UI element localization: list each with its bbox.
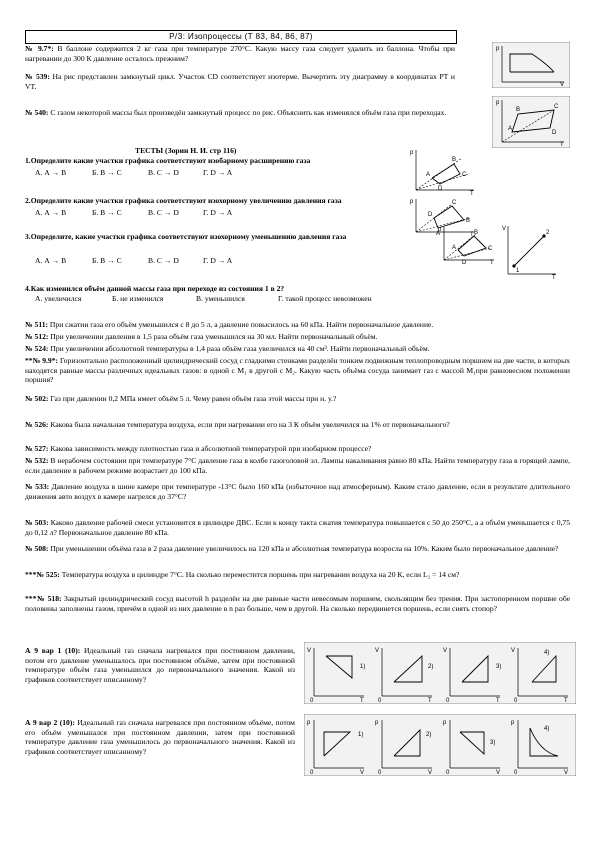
point-c-label: C xyxy=(554,104,559,110)
axis-t-label: T xyxy=(470,191,474,196)
problem-number: № 533: xyxy=(25,482,50,491)
graphs-var2 xyxy=(304,714,576,776)
axis-p-label: p xyxy=(438,227,442,233)
graph-number-1: 1) xyxy=(360,664,366,670)
answer-option: А. А → В xyxy=(35,256,67,265)
axis-t-label: T xyxy=(360,698,364,704)
problem-532 xyxy=(25,456,570,475)
answer-option: В. С → D xyxy=(148,256,179,265)
problem-number: № 540: xyxy=(25,108,49,117)
problem-number: № 9.7*: xyxy=(25,44,54,53)
axis-v-label: V xyxy=(560,82,565,88)
task-text: Идеальный газ сначала нагревался при постоянном объёме, потом его объём уменьшался при постоянном давлении, затем при постоянной температуре давление газа уменьшилось до первоначального значения. Какой из графиков соответствует описанному? xyxy=(25,718,295,756)
origin-label: 0 xyxy=(446,698,450,704)
problem-9-7 xyxy=(25,44,455,63)
answer-option: А. увеличился xyxy=(35,294,82,303)
problem-text: При увеличении абсолютной температуры в 1,4 раза объём газа увеличился на 40 см³. Найти первоначальный объём. xyxy=(48,344,430,353)
problem-text: В баллоне содержится 2 кг газа при температуре 270°С. Какую массу газа следует удалить из баллона. Чтобы при нагревании до 300 К давление осталось прежним? xyxy=(25,44,455,63)
graph-number-4: 4) xyxy=(544,726,550,732)
problem-text: Давление воздуха в шине камере при температуре -13°С было 160 кПа (избыточное над атмосферным). Каким стало давление, если в результате длительного движения авто воздух в камере нагрелся до 37°С? xyxy=(25,482,571,501)
point-d-label: D xyxy=(438,186,443,192)
answer-option: А. А → В xyxy=(35,168,67,177)
origin-label: 0 xyxy=(514,698,518,704)
axis-p-label: p xyxy=(443,720,447,726)
page-title: Р/З: Изопроцессы (Т 83, 84, 86, 87) xyxy=(25,30,457,44)
answer-option: Г. D → A xyxy=(203,208,233,217)
point-a-label: A xyxy=(452,245,457,251)
axis-v-label: V xyxy=(375,648,380,654)
problem-text: Какова зависимость между плотностью газа и абсолютной температурой при изобарном процессе? xyxy=(48,444,372,453)
axis-t-label: T xyxy=(428,698,432,704)
problem-533 xyxy=(25,482,570,501)
problem-518 xyxy=(25,594,570,613)
test-question-4: 4.Как изменился объём данной массы газа при переходе из состояния 1 в 2? xyxy=(25,284,285,293)
axis-t-label: T xyxy=(490,260,494,264)
problem-511 xyxy=(25,320,570,330)
origin-label: 0 xyxy=(310,770,314,776)
origin-label: 0 xyxy=(446,770,450,776)
axis-p-label: p xyxy=(496,46,500,52)
axis-p-label: p xyxy=(410,150,414,156)
problem-527 xyxy=(25,444,570,454)
axis-p-label: p xyxy=(410,199,414,205)
problem-503 xyxy=(25,518,570,537)
point-d-label: D xyxy=(552,130,557,136)
task-heading: А 9 вар 2 (10): xyxy=(25,718,75,727)
graph-number-1: 1) xyxy=(358,732,364,738)
answer-option: Г. такой процесс невозможен xyxy=(278,294,372,303)
axis-v-label: V xyxy=(443,648,448,654)
axis-t-label: T xyxy=(470,232,474,236)
problem-539 xyxy=(25,72,455,91)
point-c-label: C xyxy=(452,200,457,206)
point-b-label: B xyxy=(474,230,479,236)
problem-number: ***№ 525: xyxy=(25,570,60,579)
answer-option: В. уменьшился xyxy=(196,294,245,303)
graph-number-2: 2) xyxy=(428,664,434,670)
graph-number-2: 2) xyxy=(426,732,432,738)
problem-text: Горизонтально расположенный цилиндрический сосуд с гладкими стенками разделён тонким подвижным теплопроводным поршнем на две части, в которых находятся равные массы различных идеальных газов: в одной с М₁ в другой с М₂. Какую часть объёма сосуда занимает газ с массой М₁при равновесном положении поршня? xyxy=(25,356,570,385)
problem-text: Закрытый цилиндрический сосуд высотой h разделён на две равные части невесомым поршнем, скользящим без трения. При застопоренном поршне обе половины заполнены газом, причём в одной из них давление в n раз больше, чем в другой. На сколько передвинется поршень, если снять стопор? xyxy=(25,594,570,613)
answer-option: Б. В → С xyxy=(92,168,122,177)
problem-512 xyxy=(25,332,570,342)
problem-text: В нерабочем состоянии при температуре 7°С давление газа в колбе газоголовой эл. Лампы накаливания равно 80 кПа. Найти температуру газа в горящей лампе, если давление в рабочем режиме возрастает до 100 кПа. xyxy=(25,456,571,475)
problem-9-9 xyxy=(25,356,570,385)
problem-number: № 532: xyxy=(25,456,49,465)
answer-option: В. С → D xyxy=(148,168,179,177)
origin-label: 0 xyxy=(310,698,314,704)
test-question-2: 2.Определите какие участки графика соответствуют изохорному увеличению давления газа xyxy=(25,196,342,205)
problem-526 xyxy=(25,420,570,430)
problem-text: Газ при давлении 0,2 МПа имеет объём 5 л. Чему равен объём газа этой массы при н. у.? xyxy=(48,394,337,403)
point-a-label: A xyxy=(436,231,441,236)
axis-v-label: V xyxy=(360,770,365,776)
axis-p-label: p xyxy=(511,720,515,726)
state-2-label: 2 xyxy=(546,230,550,236)
point-d-label: D xyxy=(428,212,433,218)
problem-number: № 502: xyxy=(25,394,49,403)
problem-540 xyxy=(25,108,455,118)
figure-test-4 xyxy=(500,222,560,280)
point-b-label: B xyxy=(516,107,521,113)
axis-p-label: p xyxy=(496,100,500,106)
problem-text: Какова была начальная температура воздуха, если при нагревании его на 3 К объём увеличился на 1% от первоначального? xyxy=(48,420,450,429)
figure-test-3 xyxy=(436,224,498,264)
origin-label: 0 xyxy=(514,770,518,776)
axis-p-label: p xyxy=(375,720,379,726)
answer-option: А. А → В xyxy=(35,208,67,217)
test-question-3: 3.Определите, какие участки графика соответствуют изохорному уменьшению давления газа xyxy=(25,232,347,241)
problem-number: № 508: xyxy=(25,544,49,553)
problem-text: Температура воздуха в цилиндре 7°С. На сколько переместится поршень при нагревании воздуха на 20 К, если L₂ = 14 см? xyxy=(59,570,460,579)
axis-t-label: T xyxy=(552,275,556,280)
problem-525 xyxy=(25,570,570,580)
axis-t-label: T xyxy=(564,698,568,704)
problem-number: № 524: xyxy=(25,344,49,353)
task-heading: А 9 вар 1 (10): xyxy=(25,646,81,655)
axis-p-label: p xyxy=(307,720,311,726)
problem-text: При сжатии газа его объём уменьшился с 8 до 5 л, а давление повысилось на 60 кПа. Найти первоначальное давление. xyxy=(48,320,434,329)
answer-option: Б. В → С xyxy=(92,208,122,217)
origin-label: 0 xyxy=(378,770,382,776)
problem-number: № 511: xyxy=(25,320,49,329)
state-1-label: 1 xyxy=(516,268,520,274)
point-b-label: B xyxy=(466,218,471,224)
answer-option: Б. В → С xyxy=(92,256,122,265)
problem-524 xyxy=(25,344,570,354)
answer-option: Г. D → A xyxy=(203,256,233,265)
problem-text: При увеличении давления в 1,5 раза объём газа уменьшился на 30 мл. Найти первоначальный объём. xyxy=(48,332,378,341)
answer-option: В. С → D xyxy=(148,208,179,217)
axis-t-label: T xyxy=(496,698,500,704)
answer-option: Г. D → A xyxy=(203,168,233,177)
problem-508 xyxy=(25,544,570,554)
problem-number: № 512: xyxy=(25,332,49,341)
axis-v-label: V xyxy=(496,770,501,776)
axis-v-label: V xyxy=(511,648,516,654)
task-a9-var1 xyxy=(25,646,295,684)
problem-number: № 526: xyxy=(25,420,49,429)
problem-text: Каково давление рабочей смеси установится в цилиндре ДВС. Если к концу такта сжатия температура повышается с 50 до 250°С, а а объём уменьшается с 0,75 до 0,12 л? Первоначальное давление 80 кПа. xyxy=(25,518,570,537)
figure-cycle-540 xyxy=(492,96,570,148)
graphs-var1 xyxy=(304,642,576,704)
graph-number-3: 3) xyxy=(490,740,496,746)
point-c-label: C xyxy=(488,246,493,252)
point-c-label: C xyxy=(462,172,467,178)
axis-v-label: V xyxy=(502,226,507,232)
point-d-label: D xyxy=(462,260,467,264)
tests-title: ТЕСТЫ (Зорин Н. И. стр 116) xyxy=(135,146,237,155)
graph-number-4: 4) xyxy=(544,650,550,656)
point-a-label: A xyxy=(508,126,513,132)
figure-cycle-539 xyxy=(492,42,570,88)
problem-number: № 527: xyxy=(25,444,49,453)
problem-number: **№ 9.9*: xyxy=(25,356,59,365)
problem-number: ***№ 518: xyxy=(25,594,62,603)
origin-label: 0 xyxy=(378,698,382,704)
answer-option: Б. не изменился xyxy=(112,294,164,303)
point-b-label: B xyxy=(452,157,457,163)
axis-v-label: V xyxy=(307,648,312,654)
axis-t-label: T xyxy=(560,142,564,148)
problem-text: На рис представлен замкнутый цикл. Участок CD соответствует изотерме. Вычертить эту диаграмму в координатах РТ и VT. xyxy=(25,72,455,91)
graph-number-3: 3) xyxy=(496,664,502,670)
axis-v-label: V xyxy=(564,770,569,776)
task-a9-var2 xyxy=(25,718,295,756)
problem-number: № 539: xyxy=(25,72,50,81)
axis-v-label: V xyxy=(428,770,433,776)
problem-text: При уменьшении объёма газа в 2 раза давление увеличилось на 120 кПа и абсолютная температура возросла на 10%. Каким было первоначальное давление? xyxy=(48,544,559,553)
problem-502 xyxy=(25,394,570,404)
test-question-1: 1.Определите какие участки графика соответствуют изобарному расширению газа xyxy=(25,156,311,165)
task-text: Идеальный газ сначала нагревался при постоянном давлении, потом его давление уменьшалось при постоянном объёме, затем при постоянной температуре объём газа уменьшился до первоначального значения. Какой из графиков соответствует описанному? xyxy=(25,646,295,684)
problem-text: С газом некоторой массы был произведён замкнутый процесс по рис. Объяснить как изменялся объём газа при переходах. xyxy=(48,108,447,117)
figure-test-1 xyxy=(408,146,478,196)
point-a-label: A xyxy=(426,172,431,178)
problem-number: № 503: xyxy=(25,518,49,527)
